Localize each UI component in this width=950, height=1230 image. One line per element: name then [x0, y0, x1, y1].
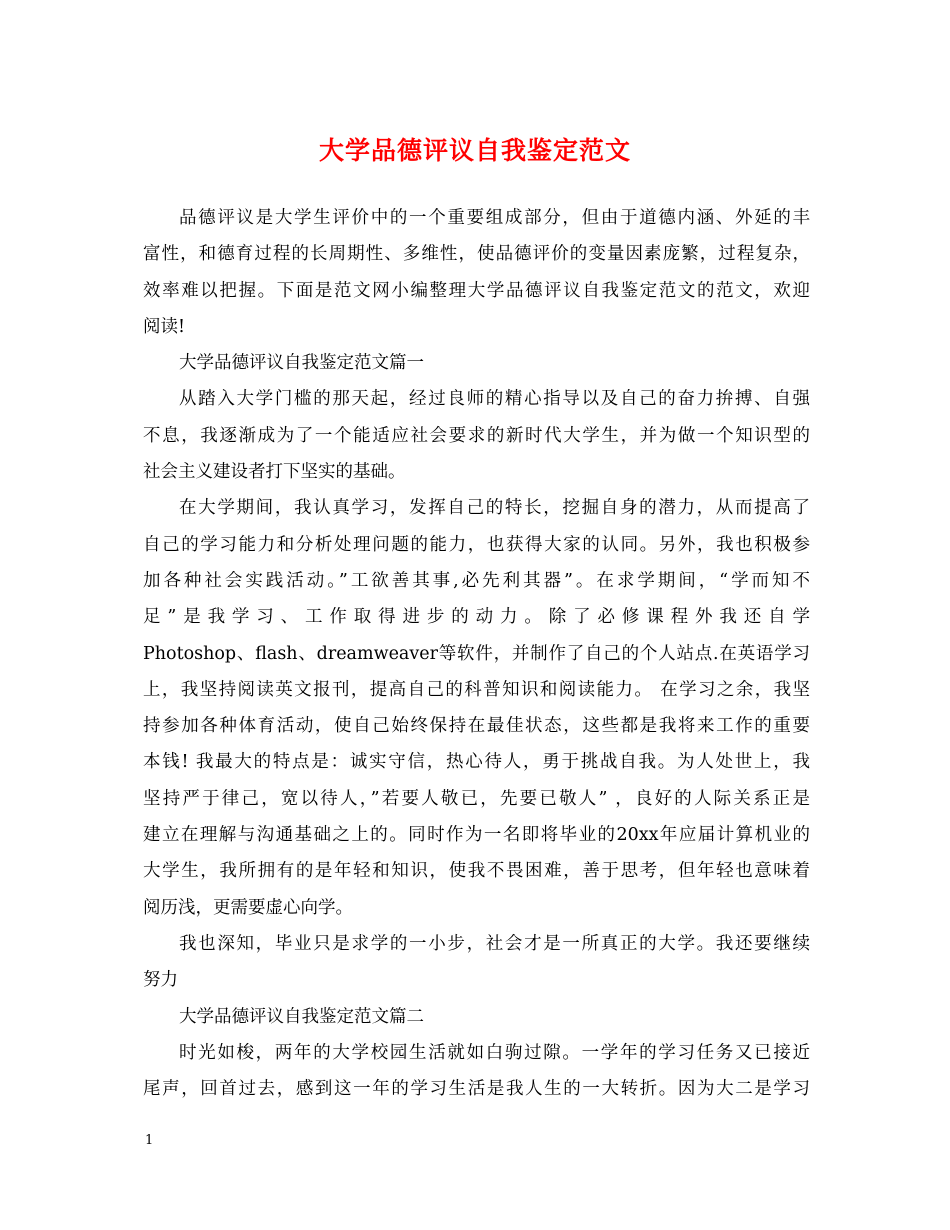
body-line: 尾声，回首过去，感到这一年的学习生活是我人生的一大转折。因为大二是学习 [143, 1079, 810, 1100]
body-line: 效率难以把握。下面是范文网小编整理大学品德评议自我鉴定范文的范文，欢迎 [143, 280, 810, 301]
body-line: 自己的学习能力和分析处理问题的能力，也获得大家的认同。另外，我也积极参 [143, 534, 810, 555]
body-line: 足”是我学习、工作取得进步的动力。除了必修课程外我还自学 [143, 607, 810, 628]
body-line: 阅读! [143, 316, 186, 337]
body-line: Photoshop、flash、dreamweaver等软件，并制作了自己的个人站点.在英语学习 [143, 643, 810, 664]
body-line: 上，我坚持阅读英文报刊，提高自己的科普知识和阅读能力。 在学习之余，我坚 [143, 679, 810, 700]
body-line: 时光如梭，两年的大学校园生活就如白驹过隙。一学年的学习任务又已接近 [179, 1042, 810, 1063]
body-line: 大学品德评议自我鉴定范文篇二 [179, 1006, 424, 1027]
body-line: 努力 [143, 970, 178, 991]
body-line: 我也深知，毕业只是求学的一小步，社会才是一所真正的大学。我还要继续 [179, 933, 810, 954]
body-line: 从踏入大学门槛的那天起，经过良师的精心指导以及自己的奋力拚搏、自强 [179, 389, 810, 410]
body-line: 持参加各种体育活动，使自己始终保持在最佳状态，这些都是我将来工作的重要 [143, 716, 810, 737]
body-line: 富性，和德育过程的长周期性、多维性，使品德评价的变量因素庞繁，过程复杂， [143, 244, 810, 265]
body-line: 阅历浅，更需要虚心向学。 [143, 897, 353, 918]
body-line: 大学生，我所拥有的是年轻和知识，使我不畏困难，善于思考，但年轻也意味着 [143, 861, 810, 882]
body-line: 坚持严于律己，宽以待人，”若要人敬已，先要已敬人” ，良好的人际关系正是 [143, 788, 810, 809]
body-line: 品德评议是大学生评价中的一个重要组成部分，但由于道德内涵、外延的丰 [179, 208, 810, 228]
document-body [143, 200, 810, 1107]
body-line: 不息，我逐渐成为了一个能适应社会要求的新时代大学生，并为做一个知识型的 [143, 425, 810, 446]
page-number: 1 [145, 1133, 154, 1148]
body-line: 本钱! 我最大的特点是：诚实守信，热心待人，勇于挑战自我。为人处世上，我 [143, 752, 810, 773]
body-line: 建立在理解与沟通基础之上的。同时作为一名即将毕业的20xx年应届计算机业的 [143, 825, 810, 846]
body-line: 在大学期间，我认真学习，发挥自己的特长，挖掘自身的潜力，从而提高了 [179, 498, 810, 519]
document-title: 大学品德评议自我鉴定范文 [318, 136, 631, 165]
body-line: 加各种社会实践活动。”工欲善其事,必先利其器”。在求学期间，“学而知不 [143, 570, 810, 591]
body-line: 社会主义建设者打下坚实的基础。 [143, 462, 406, 483]
body-line: 大学品德评议自我鉴定范文篇一 [179, 353, 424, 374]
